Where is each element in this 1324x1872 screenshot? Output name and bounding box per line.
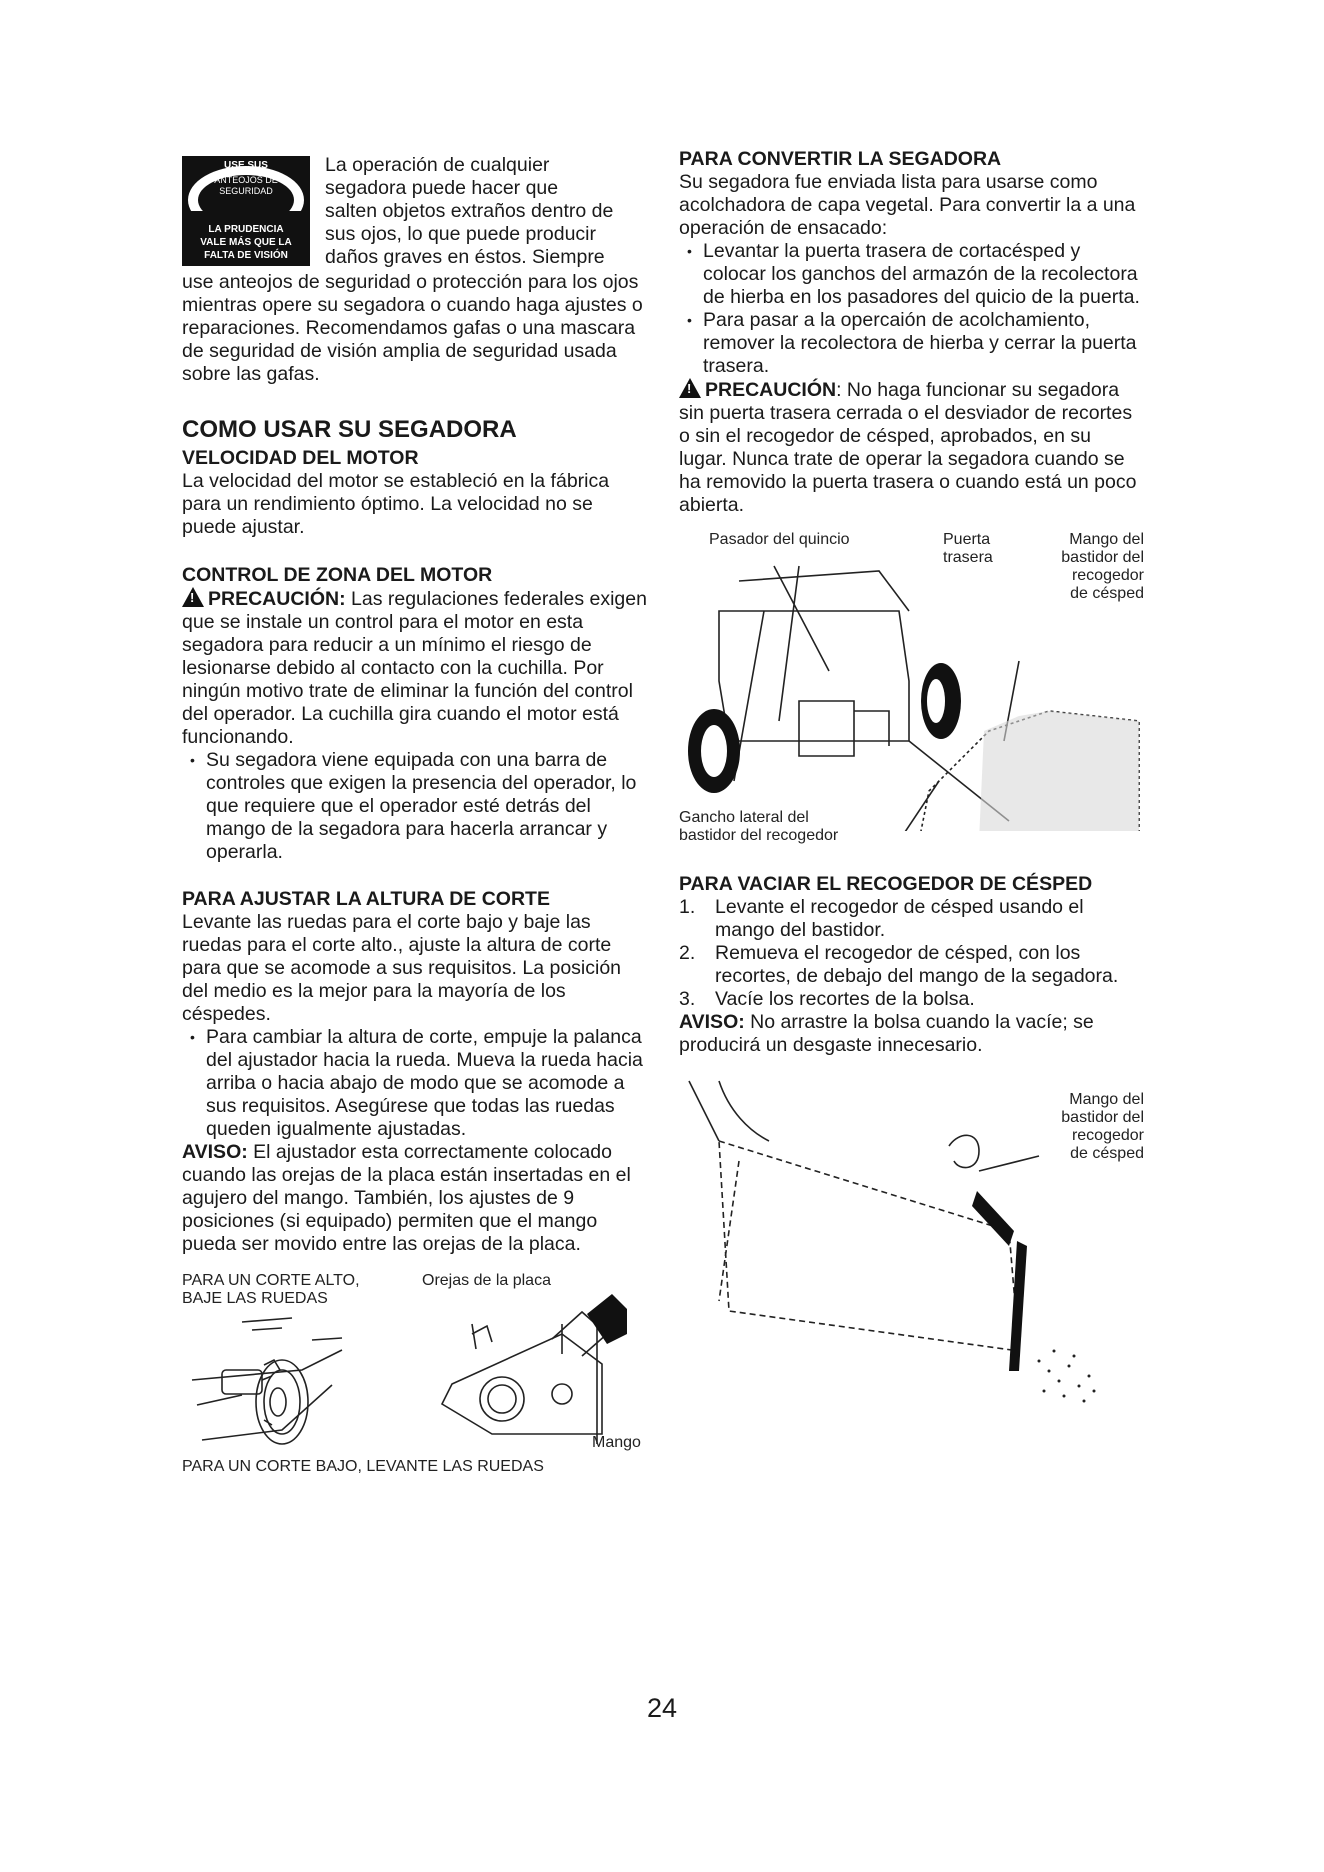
caption-line: de césped (1070, 585, 1144, 602)
warning-icon (679, 378, 701, 398)
aviso-text: No arrastre la bolsa cuando la vacíe; se producirá un desgaste innecesario. (679, 1011, 1094, 1056)
safety-glasses-icon (182, 156, 310, 266)
convertir-text: Su segadora fue enviada lista para usarse como acolchadora de capa vegetal. Para convertir la a una operación de ensacado: (679, 171, 1136, 239)
list-item (679, 988, 1144, 1011)
caution-label: PRECAUCIÓN (705, 379, 837, 401)
caption-line: Mango del (1069, 1091, 1144, 1108)
altura-aviso (182, 1141, 647, 1256)
caption-line: Mango del (1069, 531, 1144, 548)
control-list (182, 749, 647, 864)
intro-line: daños graves en éstos. Siempre (325, 246, 605, 268)
caption-line: bastidor del (1061, 1109, 1144, 1126)
caption-line: recogedor (1071, 1127, 1144, 1144)
list-number: 2. (679, 942, 696, 964)
intro-line: segadora puede hacer que (325, 177, 559, 199)
list-number: 1. (679, 896, 696, 918)
aviso-text: El ajustador esta correctamente colocado cuando las orejas de la placa están insertadas en el agujero del mango. También, los ajustes de 9 posiciones (si equipado) permiten que el mango pueda ser movido entre las orejas de la placa. (182, 1141, 631, 1255)
empty-bag-figure (679, 1071, 1144, 1411)
caption-line: BAJE LAS RUEDAS (182, 1290, 328, 1307)
caption-mango-bastidor (1044, 531, 1144, 603)
list-item (679, 896, 1144, 942)
intro-line: sus ojos, lo que puede producir (325, 223, 597, 245)
caption-line: PARA UN CORTE ALTO, (182, 1272, 360, 1289)
caption-line: bastidor del (1061, 549, 1144, 566)
caption-line: Puerta (943, 531, 991, 548)
caution-text: : No haga funcionar su segadora sin puerta trasera cerrada o el desviador de recortes o sin el recogedor de césped, aprobados, en su lugar. Nunca trate de operar la segadora cuando se ha removido la puerta trasera o cuando está un poco abierta. (679, 379, 1137, 516)
caption-line: recogedor (1071, 567, 1144, 584)
left-column (182, 148, 647, 1482)
caption-line: Gancho lateral del (679, 809, 809, 826)
badge-line2: ANTEOJOS DE (214, 175, 278, 185)
section-heading-como-usar: COMO USAR SU SEGADORA (182, 416, 517, 443)
vaciar-list (679, 896, 1144, 1011)
intro-line: La operación de cualquier (325, 154, 550, 176)
vaciar-aviso (679, 1011, 1144, 1057)
subheading-control: CONTROL DE ZONA DEL MOTOR (182, 564, 493, 586)
grass-catcher-figure (679, 531, 1144, 847)
wheel-adjuster-drawing (182, 1310, 362, 1460)
badge-line6: FALTA DE VISIÓN (204, 250, 288, 261)
subheading-convertir: PARA CONVERTIR LA SEGADORA (679, 148, 1002, 170)
list-text: Vacíe los recortes de la bolsa. (715, 988, 975, 1010)
caption-bajo: PARA UN CORTE BAJO, LEVANTE LAS RUEDAS (182, 1458, 544, 1475)
list-item: • Para pasar a la opercaión de acolchamiento, remover la recolectora de hierba y cerrar la puerta trasera. (679, 309, 1144, 378)
list-item (679, 942, 1144, 988)
caption-mango-bastidor (1044, 1091, 1144, 1163)
page-number: 24 (646, 1693, 678, 1723)
aviso-label: AVISO: (679, 1011, 745, 1033)
subheading-altura: PARA AJUSTAR LA ALTURA DE CORTE (182, 888, 550, 910)
altura-text: Levante las ruedas para el corte bajo y baje las ruedas para el corte alto., ajuste la altura de corte para que se acomode a sus requisitos. La posición del medio es la mejor para la mayoría de los céspedes. (182, 911, 622, 1025)
convertir-caution (679, 378, 1144, 517)
velocidad-text: La velocidad del motor se estableció en la fábrica para un rendimiento óptimo. La velocidad no se puede ajustar. (182, 470, 610, 538)
caption-line: trasera (943, 549, 993, 566)
badge-line5: VALE MÁS QUE LA (200, 237, 292, 248)
right-column (679, 148, 1144, 1411)
intro-text: use anteojos de seguridad o protección para los ojos mientras opere su segadora o cuando haga ajustes o reparaciones. Recomendamos gafas o una mascara de seguridad de visión amplia de seguridad usada sobre las gafas. (182, 271, 643, 385)
safety-glasses-badge (182, 156, 310, 266)
list-text: Remueva el recogedor de césped, con los recortes, de debajo del mango de la segadora. (715, 942, 1119, 987)
caption-gancho (679, 809, 838, 845)
altura-list (182, 1026, 647, 1141)
caption-alto (182, 1272, 360, 1308)
caption-pasador: Pasador del quincio (709, 531, 850, 548)
badge-line4: LA PRUDENCIA (208, 224, 284, 235)
badge-line3: SEGURIDAD (219, 186, 273, 196)
caution-text: Las regulaciones federales exigen que se instale un control para el motor en esta segadora para reducir a un mínimo el riesgo de lesionarse debido al contacto con la cuchilla. Por ningún motivo trate de eliminar la función del control del operador. La cuchilla gira cuando el motor está funcionando. (182, 588, 647, 748)
caution-label: PRECAUCIÓN: (208, 588, 346, 610)
cutting-height-figure (182, 1272, 647, 1482)
badge-line1: USE SUS (224, 160, 268, 171)
aviso-label: AVISO: (182, 1141, 248, 1163)
caption-line: bastidor del recogedor (679, 827, 839, 844)
intro-line: salten objetos extraños dentro de (325, 200, 614, 222)
subheading-vaciar: PARA VACIAR EL RECOGEDOR DE CÉSPED (679, 873, 1093, 895)
list-text: Levante el recogedor de césped usando el mango del bastidor. (715, 896, 1084, 941)
list-item: • Levantar la puerta trasera de cortacésped y colocar los ganchos del armazón de la recolectora de hierba en los pasadores del quicio de la puerta. (679, 240, 1144, 309)
convertir-list (679, 240, 1144, 378)
list-item: • Para cambiar la altura de corte, empuje la palanca del ajustador hacia la rueda. Mueva la rueda hacia arriba o hacia abajo de modo que se acomode a sus requisitos. Asegúrese que todas las ruedas queden igualmente ajustadas. (182, 1026, 647, 1141)
adjuster-plate-drawing (412, 1294, 642, 1454)
caption-orejas: Orejas de la placa (422, 1272, 551, 1289)
control-caution (182, 587, 647, 749)
subheading-velocidad: VELOCIDAD DEL MOTOR (182, 447, 419, 469)
caption-mango: Mango (592, 1434, 641, 1451)
caption-puerta (943, 531, 993, 567)
warning-icon (182, 587, 204, 607)
caption-line: de césped (1070, 1145, 1144, 1162)
list-item: • Su segadora viene equipada con una barra de controles que exigen la presencia del operador, lo que requiere que el operador esté detrás del mango de la segadora para hacerla arrancar y operarla. (182, 749, 647, 864)
list-number: 3. (679, 988, 696, 1010)
intro-block (182, 148, 647, 268)
